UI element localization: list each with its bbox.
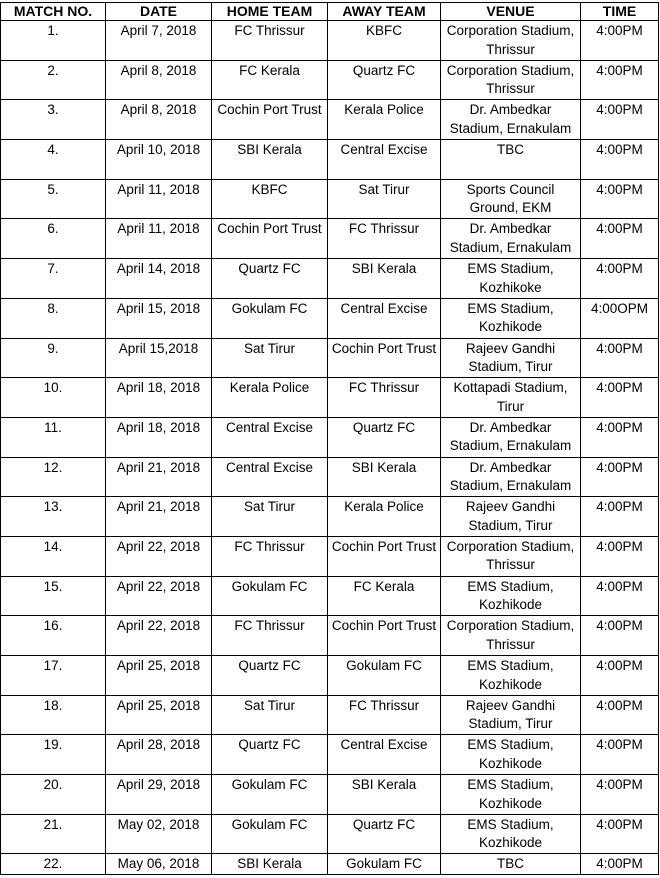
date-cell: April 15,2018 xyxy=(106,338,212,378)
time-cell: 4:00PM xyxy=(581,378,659,418)
venue-cell: TBC xyxy=(441,140,581,180)
date-cell: April 22, 2018 xyxy=(106,536,212,576)
time-cell: 4:00PM xyxy=(581,814,659,854)
match-number-cell: 22. xyxy=(1,854,106,875)
match-number-cell: 7. xyxy=(1,259,106,299)
table-row xyxy=(1,497,659,537)
time-cell: 4:00PM xyxy=(581,417,659,457)
date-cell: April 8, 2018 xyxy=(106,100,212,140)
table-row xyxy=(1,417,659,457)
table-row xyxy=(1,656,659,696)
time-cell: 4:00PM xyxy=(581,338,659,378)
away-team-cell: Quartz FC xyxy=(328,60,441,100)
header-away-team: AWAY TEAM xyxy=(328,3,441,21)
time-cell: 4:00PM xyxy=(581,695,659,735)
match-number-cell: 14. xyxy=(1,536,106,576)
date-cell: April 29, 2018 xyxy=(106,775,212,815)
table-row xyxy=(1,259,659,299)
venue-cell: Dr. Ambedkar Stadium, Ernakulam xyxy=(441,417,581,457)
venue-cell: Dr. Ambedkar Stadium, Ernakulam xyxy=(441,219,581,259)
match-number-cell: 10. xyxy=(1,378,106,418)
header-row xyxy=(1,3,659,21)
match-number-cell: 5. xyxy=(1,179,106,219)
venue-cell: TBC xyxy=(441,854,581,875)
away-team-cell: Quartz FC xyxy=(328,814,441,854)
home-team-cell: Gokulam FC xyxy=(212,814,328,854)
venue-cell: Corporation Stadium, Thrissur xyxy=(441,21,581,61)
table-row xyxy=(1,576,659,616)
away-team-cell: Kerala Police xyxy=(328,497,441,537)
home-team-cell: Cochin Port Trust xyxy=(212,100,328,140)
venue-cell: Rajeev Gandhi Stadium, Tirur xyxy=(441,695,581,735)
away-team-cell: Cochin Port Trust xyxy=(328,536,441,576)
away-team-cell: Gokulam FC xyxy=(328,656,441,696)
away-team-cell: Sat Tirur xyxy=(328,179,441,219)
table-row xyxy=(1,457,659,497)
header-date: DATE xyxy=(106,3,212,21)
away-team-cell: FC Thrissur xyxy=(328,219,441,259)
time-cell: 4:00PM xyxy=(581,775,659,815)
venue-cell: Corporation Stadium, Thrissur xyxy=(441,60,581,100)
table-row xyxy=(1,378,659,418)
time-cell: 4:00PM xyxy=(581,616,659,656)
table-row xyxy=(1,735,659,775)
venue-cell: EMS Stadium, Kozhikoke xyxy=(441,259,581,299)
venue-cell: Kottapadi Stadium, Tirur xyxy=(441,378,581,418)
home-team-cell: Quartz FC xyxy=(212,656,328,696)
date-cell: April 11, 2018 xyxy=(106,219,212,259)
home-team-cell: Cochin Port Trust xyxy=(212,219,328,259)
time-cell: 4:00PM xyxy=(581,219,659,259)
time-cell: 4:00PM xyxy=(581,536,659,576)
venue-cell: EMS Stadium, Kozhikode xyxy=(441,656,581,696)
match-number-cell: 1. xyxy=(1,21,106,61)
home-team-cell: Central Excise xyxy=(212,457,328,497)
away-team-cell: SBI Kerala xyxy=(328,457,441,497)
away-team-cell: FC Thrissur xyxy=(328,695,441,735)
table-row xyxy=(1,775,659,815)
time-cell: 4:00PM xyxy=(581,497,659,537)
date-cell: April 11, 2018 xyxy=(106,179,212,219)
time-cell: 4:00PM xyxy=(581,21,659,61)
date-cell: April 22, 2018 xyxy=(106,616,212,656)
table-row xyxy=(1,695,659,735)
venue-cell: Rajeev Gandhi Stadium, Tirur xyxy=(441,338,581,378)
home-team-cell: Sat Tirur xyxy=(212,497,328,537)
date-cell: April 10, 2018 xyxy=(106,140,212,180)
date-cell: April 18, 2018 xyxy=(106,417,212,457)
home-team-cell: SBI Kerala xyxy=(212,140,328,180)
date-cell: April 21, 2018 xyxy=(106,497,212,537)
match-number-cell: 11. xyxy=(1,417,106,457)
home-team-cell: Gokulam FC xyxy=(212,576,328,616)
table-header xyxy=(1,3,659,21)
away-team-cell: Cochin Port Trust xyxy=(328,616,441,656)
date-cell: April 22, 2018 xyxy=(106,576,212,616)
match-number-cell: 9. xyxy=(1,338,106,378)
home-team-cell: FC Thrissur xyxy=(212,616,328,656)
time-cell: 4:00PM xyxy=(581,854,659,875)
match-number-cell: 13. xyxy=(1,497,106,537)
table-row xyxy=(1,140,659,180)
table-row xyxy=(1,219,659,259)
time-cell: 4:00PM xyxy=(581,457,659,497)
home-team-cell: FC Thrissur xyxy=(212,21,328,61)
away-team-cell: Kerala Police xyxy=(328,100,441,140)
table-row xyxy=(1,100,659,140)
time-cell: 4:00PM xyxy=(581,100,659,140)
time-cell: 4:00PM xyxy=(581,656,659,696)
match-number-cell: 3. xyxy=(1,100,106,140)
away-team-cell: Cochin Port Trust xyxy=(328,338,441,378)
venue-cell: Corporation Stadium, Thrissur xyxy=(441,616,581,656)
match-number-cell: 16. xyxy=(1,616,106,656)
date-cell: April 25, 2018 xyxy=(106,695,212,735)
table-row xyxy=(1,854,659,875)
date-cell: May 02, 2018 xyxy=(106,814,212,854)
away-team-cell: Central Excise xyxy=(328,735,441,775)
home-team-cell: Gokulam FC xyxy=(212,775,328,815)
away-team-cell: Central Excise xyxy=(328,140,441,180)
date-cell: April 7, 2018 xyxy=(106,21,212,61)
home-team-cell: Kerala Police xyxy=(212,378,328,418)
table-row xyxy=(1,536,659,576)
time-cell: 4:00PM xyxy=(581,140,659,180)
away-team-cell: Central Excise xyxy=(328,298,441,338)
match-number-cell: 12. xyxy=(1,457,106,497)
home-team-cell: FC Thrissur xyxy=(212,536,328,576)
match-number-cell: 6. xyxy=(1,219,106,259)
home-team-cell: FC Kerala xyxy=(212,60,328,100)
away-team-cell: KBFC xyxy=(328,21,441,61)
table-row xyxy=(1,179,659,219)
home-team-cell: Sat Tirur xyxy=(212,695,328,735)
venue-cell: EMS Stadium, Kozhikode xyxy=(441,735,581,775)
away-team-cell: FC Kerala xyxy=(328,576,441,616)
match-number-cell: 4. xyxy=(1,140,106,180)
table-row xyxy=(1,338,659,378)
header-venue: VENUE xyxy=(441,3,581,21)
date-cell: April 28, 2018 xyxy=(106,735,212,775)
match-number-cell: 2. xyxy=(1,60,106,100)
home-team-cell: Quartz FC xyxy=(212,735,328,775)
match-number-cell: 18. xyxy=(1,695,106,735)
venue-cell: EMS Stadium, Kozhikode xyxy=(441,576,581,616)
date-cell: May 06, 2018 xyxy=(106,854,212,875)
venue-cell: EMS Stadium, Kozhikode xyxy=(441,814,581,854)
venue-cell: Rajeev Gandhi Stadium, Tirur xyxy=(441,497,581,537)
away-team-cell: FC Thrissur xyxy=(328,378,441,418)
venue-cell: EMS Stadium, Kozhikode xyxy=(441,775,581,815)
date-cell: April 25, 2018 xyxy=(106,656,212,696)
time-cell: 4:00PM xyxy=(581,259,659,299)
time-cell: 4:00PM xyxy=(581,179,659,219)
away-team-cell: SBI Kerala xyxy=(328,259,441,299)
match-number-cell: 19. xyxy=(1,735,106,775)
date-cell: April 15, 2018 xyxy=(106,298,212,338)
home-team-cell: Central Excise xyxy=(212,417,328,457)
date-cell: April 8, 2018 xyxy=(106,60,212,100)
fixtures-table xyxy=(0,2,659,875)
table-row xyxy=(1,298,659,338)
venue-cell: Dr. Ambedkar Stadium, Ernakulam xyxy=(441,100,581,140)
match-number-cell: 21. xyxy=(1,814,106,854)
date-cell: April 21, 2018 xyxy=(106,457,212,497)
date-cell: April 18, 2018 xyxy=(106,378,212,418)
away-team-cell: Quartz FC xyxy=(328,417,441,457)
home-team-cell: KBFC xyxy=(212,179,328,219)
home-team-cell: SBI Kerala xyxy=(212,854,328,875)
time-cell: 4:00PM xyxy=(581,735,659,775)
date-cell: April 14, 2018 xyxy=(106,259,212,299)
header-time: TIME xyxy=(581,3,659,21)
venue-cell: EMS Stadium, Kozhikode xyxy=(441,298,581,338)
away-team-cell: SBI Kerala xyxy=(328,775,441,815)
table-row xyxy=(1,21,659,61)
home-team-cell: Gokulam FC xyxy=(212,298,328,338)
match-number-cell: 15. xyxy=(1,576,106,616)
venue-cell: Dr. Ambedkar Stadium, Ernakulam xyxy=(441,457,581,497)
venue-cell: Corporation Stadium, Thrissur xyxy=(441,536,581,576)
time-cell: 4:00PM xyxy=(581,576,659,616)
table-row xyxy=(1,60,659,100)
table-row xyxy=(1,616,659,656)
home-team-cell: Quartz FC xyxy=(212,259,328,299)
home-team-cell: Sat Tirur xyxy=(212,338,328,378)
header-match-no: MATCH NO. xyxy=(1,3,106,21)
match-number-cell: 20. xyxy=(1,775,106,815)
away-team-cell: Gokulam FC xyxy=(328,854,441,875)
table-row xyxy=(1,814,659,854)
match-number-cell: 17. xyxy=(1,656,106,696)
match-number-cell: 8. xyxy=(1,298,106,338)
header-home-team: HOME TEAM xyxy=(212,3,328,21)
time-cell: 4:00PM xyxy=(581,60,659,100)
venue-cell: Sports Council Ground, EKM xyxy=(441,179,581,219)
table-body xyxy=(1,21,659,875)
time-cell: 4:00OPM xyxy=(581,298,659,338)
